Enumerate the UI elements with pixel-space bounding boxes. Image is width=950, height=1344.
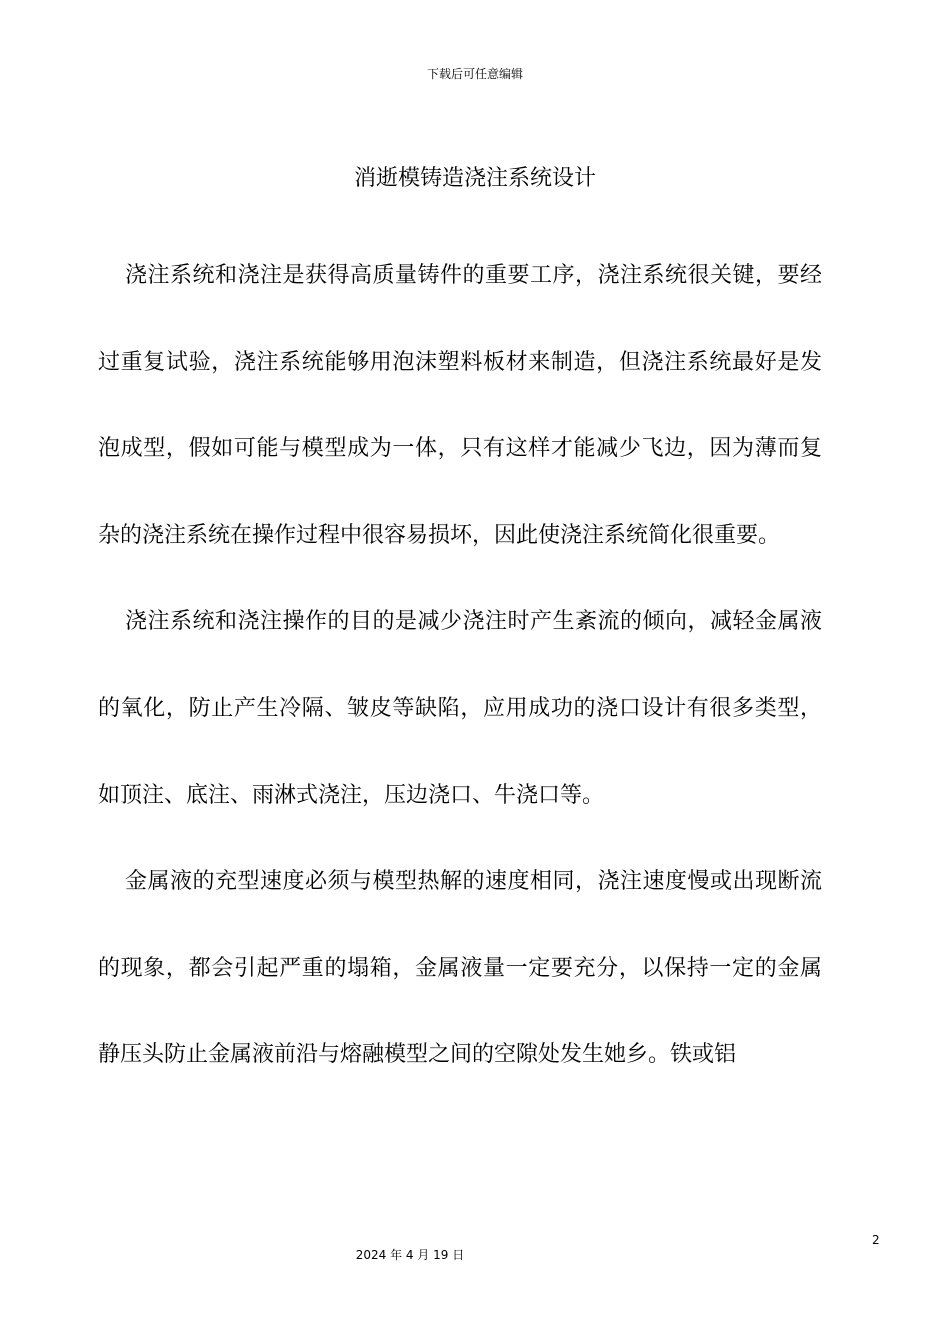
- header-note: 下载后可任意编辑: [426, 67, 523, 81]
- document-body: [98, 233, 822, 1099]
- paragraph-3: 金属液的充型速度必须与模型热解的速度相同，浇注速度慢或出现断流的现象，都会引起严重的塌箱，金属液量一定要充分，以保持一定的金属静压头防止金属液前沿与熔融模型之间的空隙处发生她乡。铁或铝: [98, 869, 822, 1068]
- page-number: 2: [872, 1233, 880, 1247]
- document-title: 消逝模铸造浇注系统设计: [353, 166, 596, 191]
- paragraph-1: 浇注系统和浇注是获得高质量铸件的重要工序，浇注系统很关键，要经过重复试验，浇注系统能够用泡沫塑料板材来制造，但浇注系统最好是发泡成型，假如可能与模型成为一体，只有这样才能减少飞边，因为薄而复杂的浇注系统在操作过程中很容易损坏，因此使浇注系统简化很重要。: [98, 263, 822, 548]
- paragraph-2: 浇注系统和浇注操作的目的是减少浇注时产生紊流的倾向，减轻金属液的氧化，防止产生冷隔、皱皮等缺陷，应用成功的浇口设计有很多类型，如顶注、底注、雨淋式浇注，压边浇口、牛浇口等。: [98, 609, 822, 808]
- footer-date: 2024 年 4 月 19 日: [355, 1248, 465, 1262]
